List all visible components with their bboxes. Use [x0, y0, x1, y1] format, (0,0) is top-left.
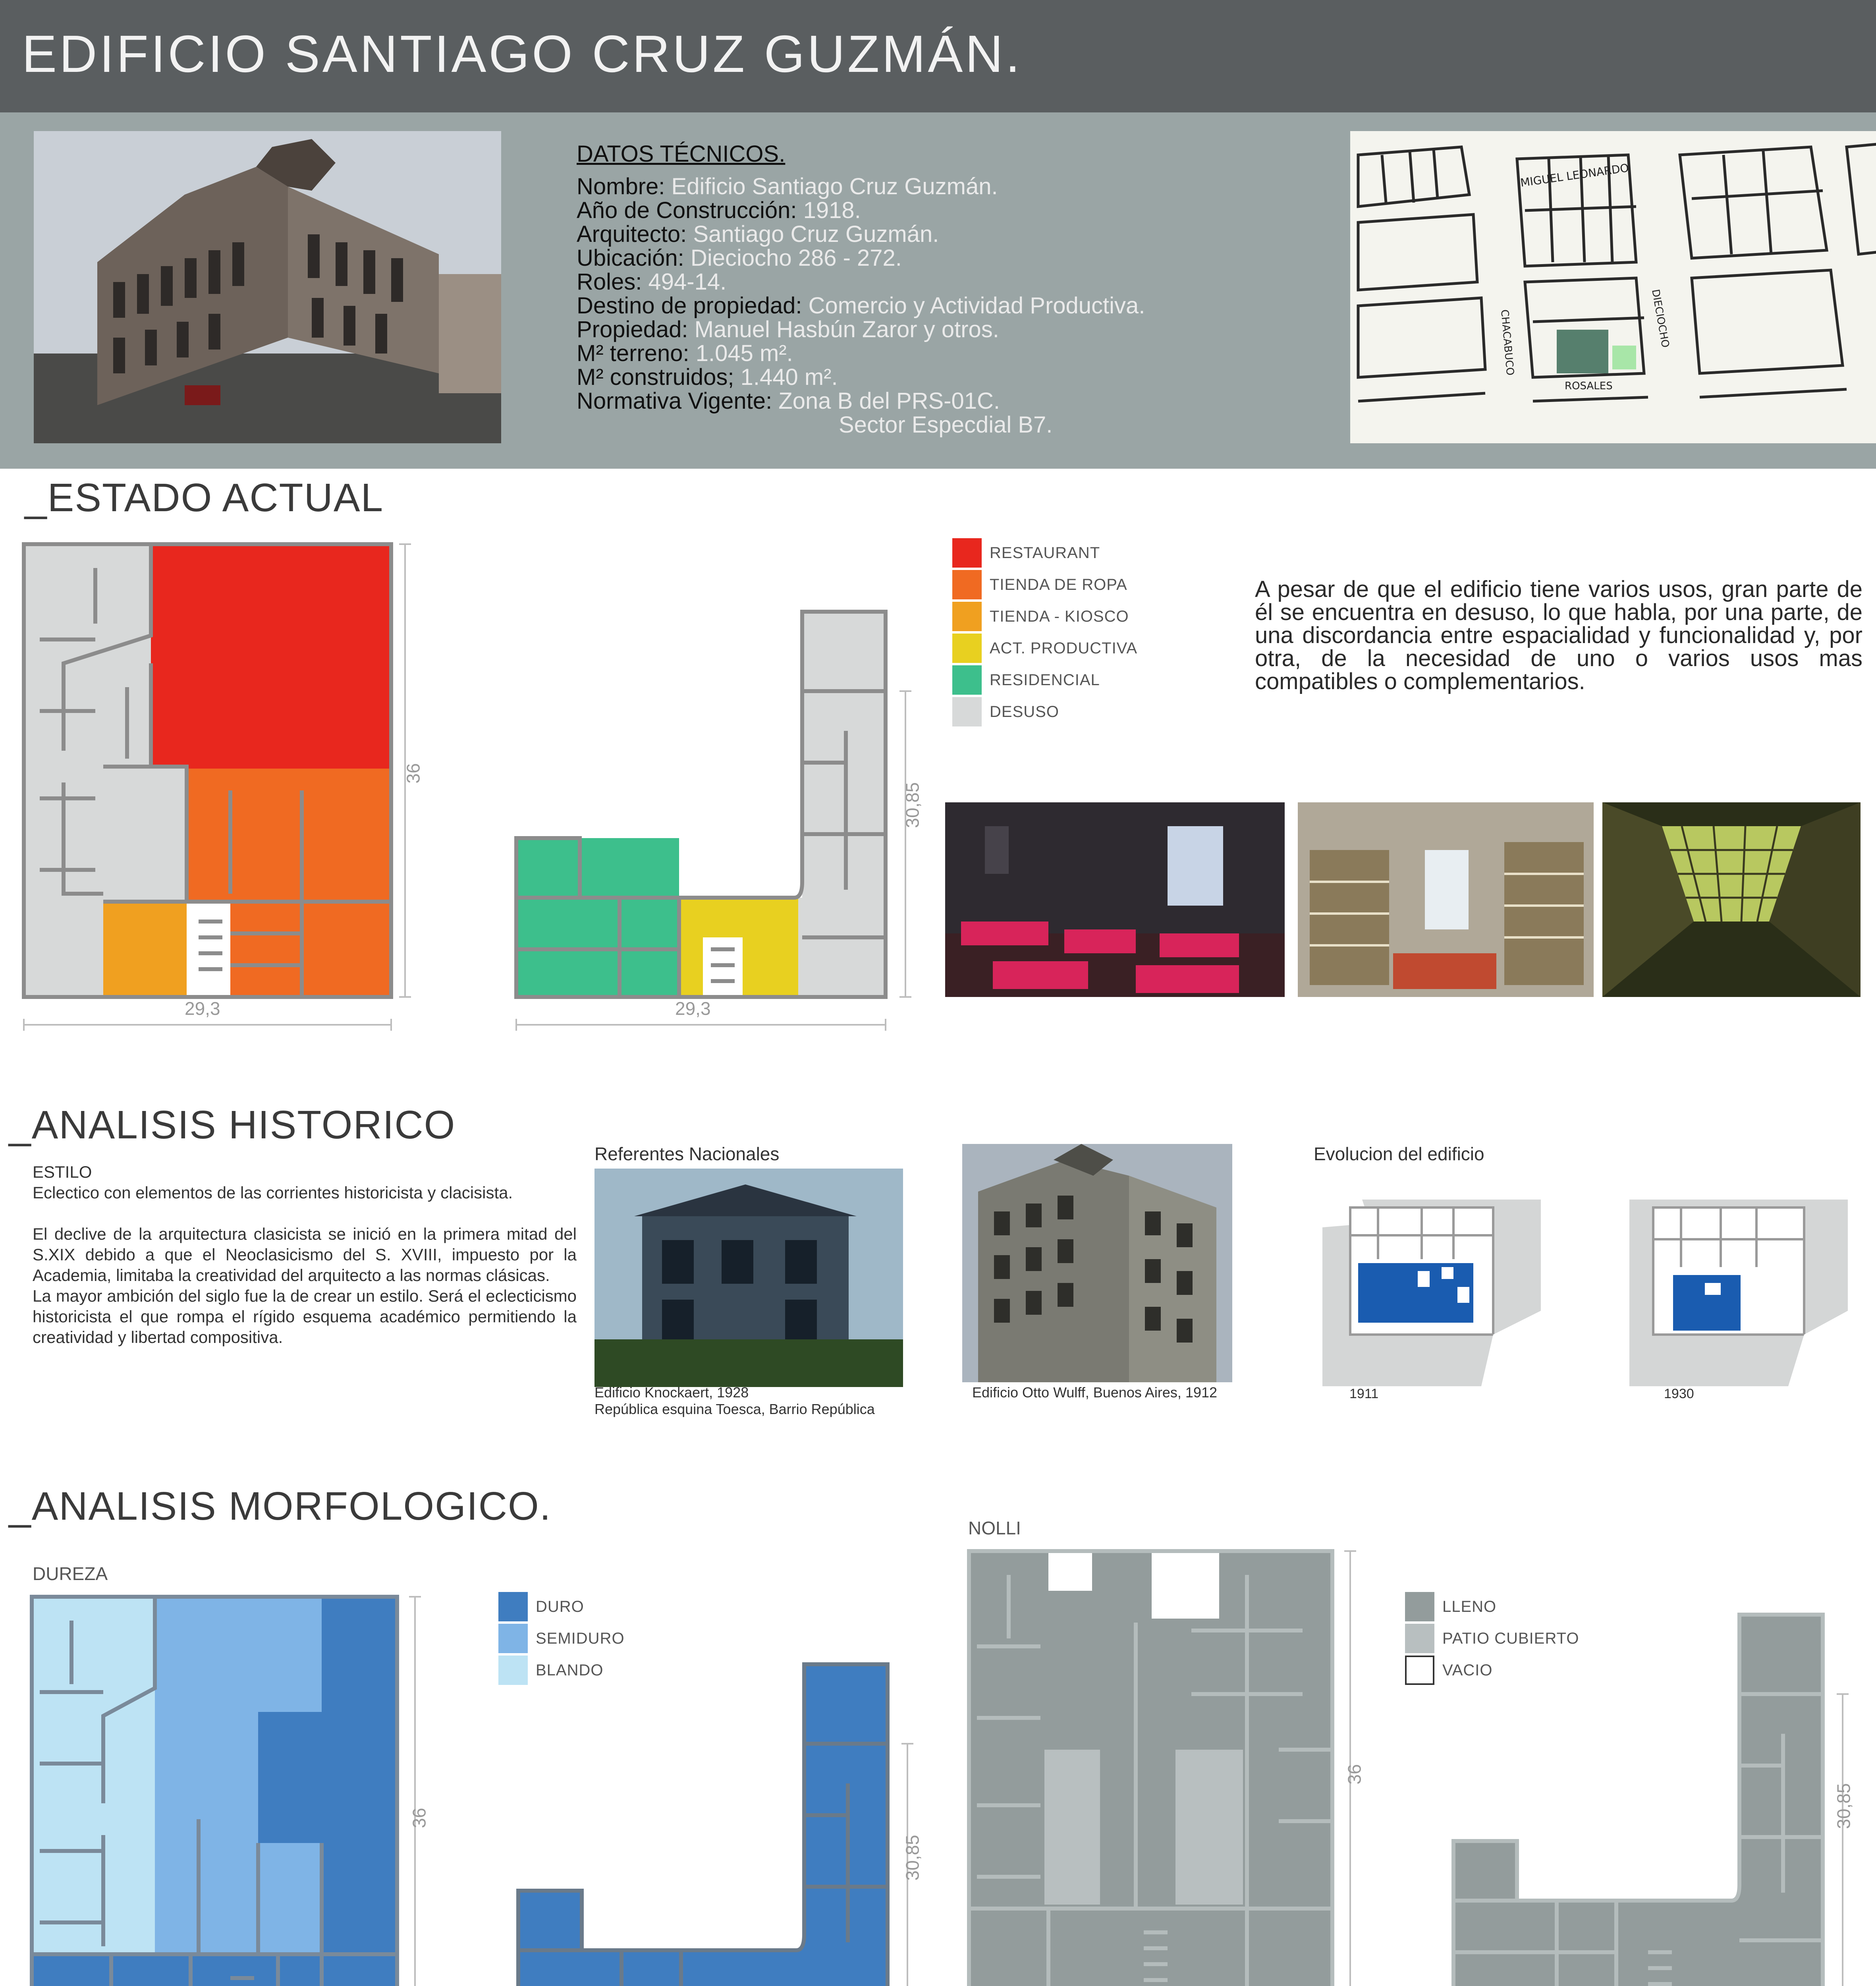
legend-item: LLENO — [1405, 1591, 1579, 1623]
plan-nolli-a — [969, 1551, 1366, 1986]
tech-row: M² terreno: 1.045 m². — [577, 340, 793, 366]
dim-height-dureza-a: 36 — [409, 1808, 430, 1828]
legend-item: VACIO — [1405, 1654, 1579, 1686]
interior-photo-restaurant — [945, 802, 1285, 997]
legend-swatch — [498, 1592, 528, 1621]
tech-heading: DATOS TÉCNICOS. — [577, 141, 786, 167]
otto-wulff-photo — [962, 1144, 1232, 1382]
page-title: EDIFICIO SANTIAGO CRUZ GUZMÁN. — [22, 25, 1023, 83]
dim-width-a: 29,3 — [185, 998, 220, 1019]
tech-row: Roles: 494-14. — [577, 269, 727, 295]
tech-row: Arquitecto: Santiago Cruz Guzmán. — [577, 221, 939, 247]
dim-height-dureza-b: 30,85 — [902, 1835, 923, 1881]
tech-row: Propiedad: Manuel Hasbún Zaror y otros. — [577, 317, 999, 342]
dim-height-a: 36 — [403, 763, 424, 784]
plan-dureza-b — [518, 1664, 915, 1986]
otto-wulff-caption: Edificio Otto Wulff, Buenos Aires, 1912 — [972, 1384, 1218, 1401]
interior-photo-store — [1298, 802, 1594, 997]
section-estado-title: _ESTADO ACTUAL — [25, 475, 384, 520]
legend-item: ACT. PRODUCTIVA — [952, 632, 1137, 664]
legend-item: BLANDO — [498, 1654, 625, 1686]
estado-paragraph: A pesar de que el edificio tiene varios usos, gran parte de él se encuentra en desuso, lo que habla, por una parte, de una discordancia entre espacialidad y funcionalidad y, por otra, de la necesidad de uno o varios usos mas compatibles o complementarios. — [1255, 576, 1862, 694]
dim-width-b: 29,3 — [675, 998, 711, 1019]
svg-text:CHACABUCO: CHACABUCO — [1498, 309, 1516, 376]
tech-row: M² construidos; 1.440 m². — [577, 364, 838, 390]
tech-row: Sector Especdial B7. — [839, 412, 1053, 438]
plan-estado-a — [24, 544, 421, 1041]
referentes-label: Referentes Nacionales — [594, 1144, 780, 1164]
legend-item: DURO — [498, 1591, 625, 1623]
evolution-map-1911 — [1322, 1200, 1541, 1386]
interior-photo-skylight — [1602, 802, 1861, 997]
legend-item: TIENDA DE ROPA — [952, 569, 1137, 601]
legend-swatch — [498, 1624, 528, 1653]
knockaert-caption: Edificio Knockaert, 1928 República esquina Toesca, Barrio República — [594, 1384, 875, 1417]
historico-p1: Eclectico con elementos de las corrientes historicista y clacisista. — [33, 1183, 513, 1202]
estado-legend — [952, 537, 1137, 728]
legend-swatch — [952, 570, 982, 599]
legend-swatch — [952, 538, 982, 568]
svg-text:DIECIOCHO: DIECIOCHO — [1649, 288, 1671, 349]
legend-swatch — [952, 602, 982, 631]
dim-height-b: 30,85 — [902, 782, 923, 828]
evolucion-label: Evolucion del edificio — [1314, 1144, 1484, 1164]
tech-row: Normativa Vigente: Zona B del PRS-01C. — [577, 388, 1000, 414]
legend-item: DESUSO — [952, 696, 1137, 728]
historico-p2: El declive de la arquitectura clasicista se inició en la primera mitad del S.XIX debido a que el Neoclasicismo del S. XVIII, impuesto por la Academia, limitaba la creatividad del arquitecto a las normas clásicas. — [33, 1225, 577, 1285]
svg-text:MIGUEL LEONARDO: MIGUEL LEONARDO — [1519, 161, 1630, 189]
knockaert-photo — [594, 1169, 903, 1387]
legend-item: PATIO CUBIERTO — [1405, 1623, 1579, 1654]
location-map — [1350, 131, 1876, 443]
plan-dureza-a — [32, 1597, 429, 1986]
section-morfologico-title: _ANALISIS MORFOLOGICO. — [9, 1484, 552, 1528]
legend-swatch — [1405, 1592, 1434, 1621]
dim-height-nolli-a: 36 — [1344, 1764, 1365, 1785]
legend-swatch — [1405, 1624, 1434, 1653]
legend-swatch — [1405, 1656, 1434, 1685]
tech-row: Nombre: Edificio Santiago Cruz Guzmán. — [577, 174, 998, 199]
section-historico-title: _ANALISIS HISTORICO — [9, 1103, 456, 1147]
nolli-label: NOLLI — [968, 1518, 1021, 1538]
plan-estado-b — [516, 612, 913, 1041]
plan-nolli-b — [1453, 1615, 1851, 1986]
tech-row: Destino de propiedad: Comercio y Actividad Productiva. — [577, 293, 1145, 319]
historico-p3: La mayor ambición del siglo fue la de crear un estilo. Será el eclecticismo historicista el que rompa el rígido esquema académico permitiendo la creatividad y libertad compositiva. — [33, 1287, 577, 1347]
dureza-label: DUREZA — [33, 1563, 108, 1584]
dim-height-nolli-b: 30,85 — [1833, 1783, 1854, 1829]
tech-row: Año de Construcción: 1918. — [577, 197, 861, 223]
tech-row: Ubicación: Dieciocho 286 - 272. — [577, 245, 902, 271]
legend-item: SEMIDURO — [498, 1623, 625, 1654]
year-1911: 1911 — [1349, 1386, 1379, 1401]
estilo-label: ESTILO — [33, 1163, 92, 1181]
legend-item: RESIDENCIAL — [952, 664, 1137, 696]
legend-item: TIENDA - KIOSCO — [952, 601, 1137, 632]
legend-item: RESTAURANT — [952, 537, 1137, 569]
historico-text — [33, 1162, 577, 1348]
year-1930: 1930 — [1664, 1386, 1694, 1401]
evolution-map-1930 — [1629, 1200, 1848, 1386]
legend-swatch — [952, 665, 982, 695]
legend-swatch — [952, 634, 982, 663]
building-photo — [34, 131, 501, 443]
svg-text:ROSALES: ROSALES — [1565, 380, 1613, 392]
legend-swatch — [952, 697, 982, 726]
tech-data — [577, 142, 1331, 437]
